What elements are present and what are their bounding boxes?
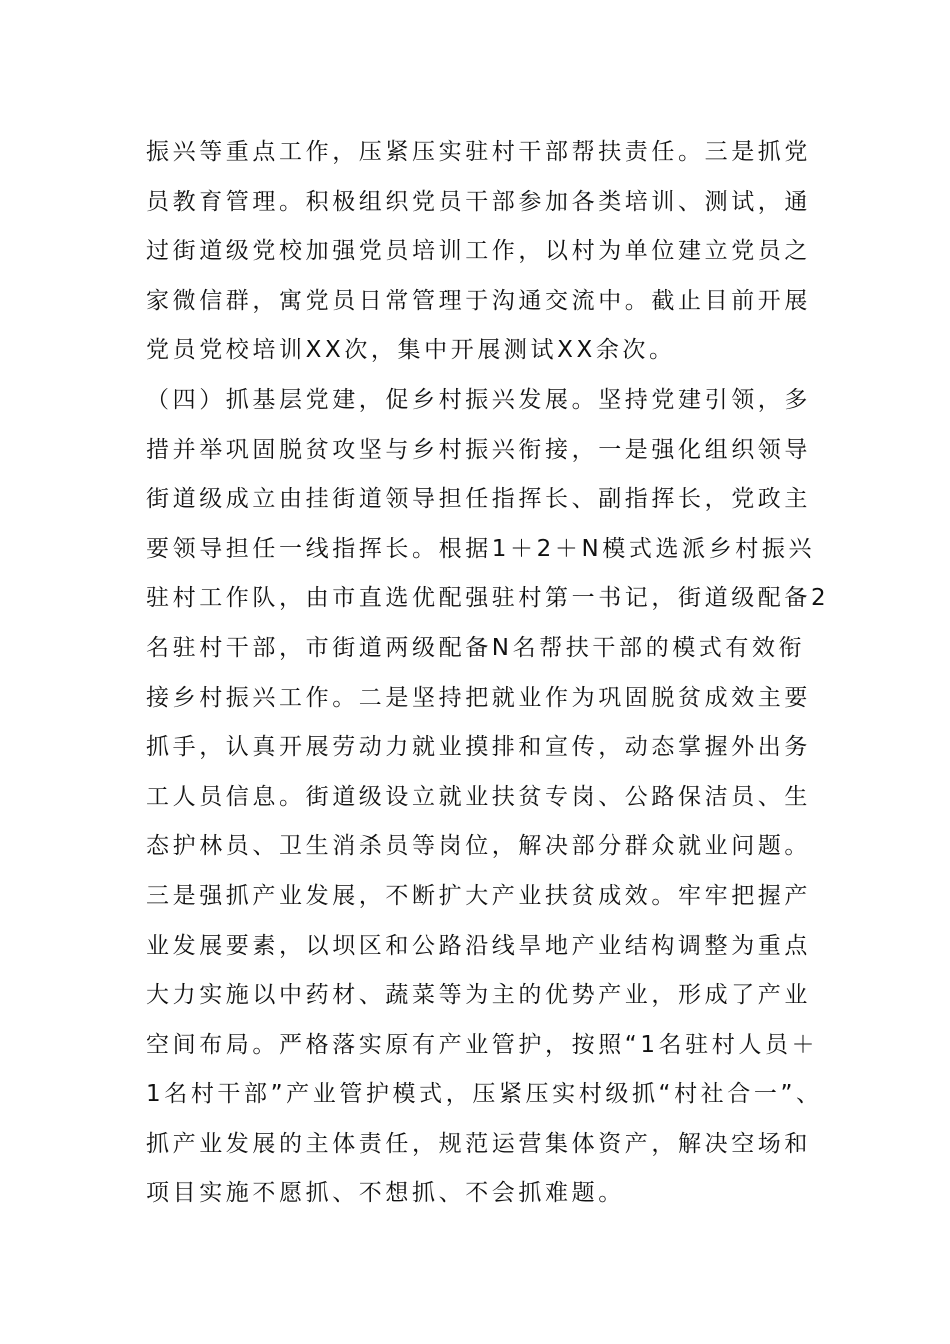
text-line: 空间布局。严格落实原有产业管护，按照“1名驻村人员＋ — [146, 1031, 819, 1058]
text-line: 业发展要素，以坝区和公路沿线旱地产业结构调整为重点 — [146, 932, 811, 959]
text-line: 抓手，认真开展劳动力就业摸排和宣传，动态掌握外出务 — [146, 734, 811, 761]
text-line: 态护林员、卫生消杀员等岗位，解决部分群众就业问题。 — [146, 833, 811, 860]
text-line: 员教育管理。积极组织党员干部参加各类培训、测试，通 — [146, 188, 811, 215]
text-line: 家微信群，寓党员日常管理于沟通交流中。截止目前开展 — [146, 287, 811, 314]
text-line: 名驻村干部，市街道两级配备N名帮扶干部的模式有效衔 — [146, 634, 806, 661]
body-text — [146, 128, 830, 1219]
text-line: 大力实施以中药材、蔬菜等为主的优势产业，形成了产业 — [146, 982, 811, 1009]
text-line: 振兴等重点工作，压紧压实驻村干部帮扶责任。三是抓党 — [146, 139, 811, 165]
text-line: 党员党校培训XX次，集中开展测试XX余次。 — [146, 337, 676, 364]
text-line: 项目实施不愿抓、不想抓、不会抓难题。 — [146, 1180, 625, 1207]
text-line: 措并举巩固脱贫攻坚与乡村振兴衔接，一是强化组织领导 — [146, 436, 811, 463]
section-heading-line: （四）抓基层党建，促乡村振兴发展。坚持党建引领，多 — [146, 386, 811, 413]
text-line: 过街道级党校加强党员培训工作，以村为单位建立党员之 — [146, 238, 811, 265]
text-line: 要领导担任一线指挥长。根据1＋2＋N模式选派乡村振兴 — [146, 535, 816, 562]
text-line: 街道级成立由挂街道领导担任指挥长、副指挥长，党政主 — [146, 486, 811, 513]
text-line: 1名村干部”产业管护模式，压紧压实村级抓“村社合一”、 — [146, 1081, 823, 1108]
text-line: 三是强抓产业发展，不断扩大产业扶贫成效。牢牢把握产 — [146, 882, 811, 909]
text-line: 抓产业发展的主体责任，规范运营集体资产，解决空场和 — [146, 1130, 811, 1157]
text-line: 工人员信息。街道级设立就业扶贫专岗、公路保洁员、生 — [146, 783, 811, 810]
text-line: 接乡村振兴工作。二是坚持把就业作为巩固脱贫成效主要 — [146, 684, 811, 711]
text-line: 驻村工作队，由市直选优配强驻村第一书记，街道级配备2 — [146, 585, 830, 612]
